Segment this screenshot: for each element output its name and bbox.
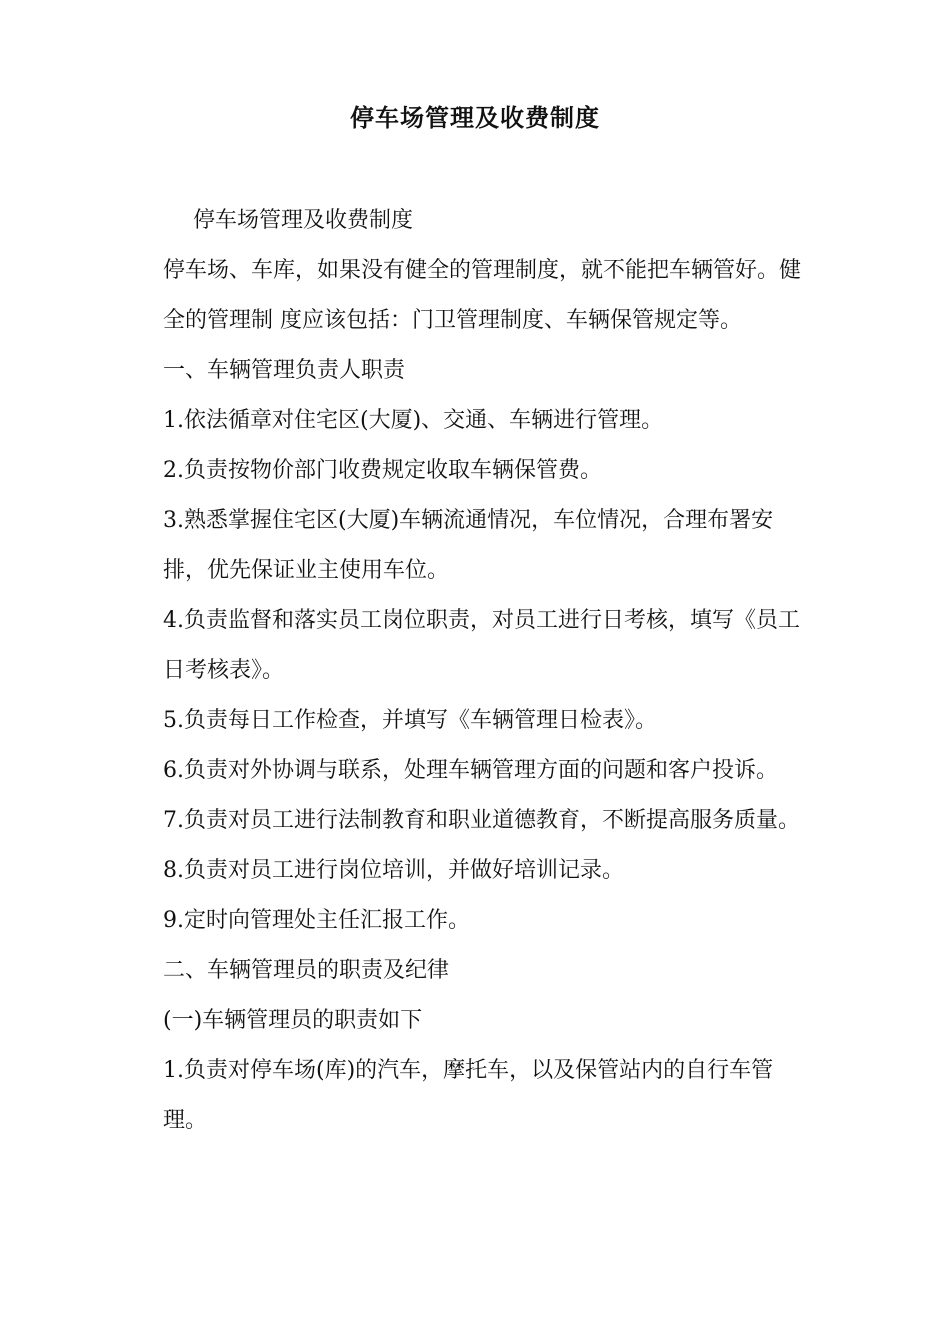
section-1-item-4: 4.负责监督和落实员工岗位职责，对员工进行日考核，填写《员工日考核表》。 [163, 608, 800, 683]
section-2-item-1: 1.负责对停车场(库)的汽车，摩托车，以及保管站内的自行车管理。 [163, 1058, 774, 1133]
document-body [145, 196, 810, 1146]
section-1-item-2: 2.负责按物价部门收费规定收取车辆保管费。 [163, 458, 602, 483]
section-1-item-9: 9.定时向管理处主任汇报工作。 [163, 908, 470, 933]
document-subtitle: 停车场管理及收费制度 [193, 208, 414, 233]
document-title: 停车场管理及收费制度 [350, 103, 600, 132]
section-2-subheading: (一)车辆管理员的职责如下 [163, 1008, 423, 1033]
intro-paragraph: 停车场、车库，如果没有健全的管理制度，就不能把车辆管好。健全的管理制 度应该包括：门卫管理制度、车辆保管规定等。 [163, 258, 802, 333]
section-1-item-5: 5.负责每日工作检查，并填写《车辆管理日检表》。 [163, 708, 657, 733]
section-1-item-8: 8.负责对员工进行岗位培训，并做好培训记录。 [163, 858, 624, 883]
section-2-heading: 二、车辆管理员的职责及纪律 [163, 958, 450, 983]
section-1-item-7: 7.负责对员工进行法制教育和职业道德教育，不断提高服务质量。 [163, 808, 800, 833]
section-1-item-1: 1.依法循章对住宅区(大厦)、交通、车辆进行管理。 [163, 408, 664, 433]
section-1-item-3: 3.熟悉掌握住宅区(大厦)车辆流通情况，车位情况，合理布署安排，优先保证业主使用车位。 [163, 508, 774, 583]
section-1-item-6: 6.负责对外协调与联系，处理车辆管理方面的问题和客户投诉。 [163, 758, 778, 783]
section-1-heading: 一、车辆管理负责人职责 [163, 358, 406, 383]
